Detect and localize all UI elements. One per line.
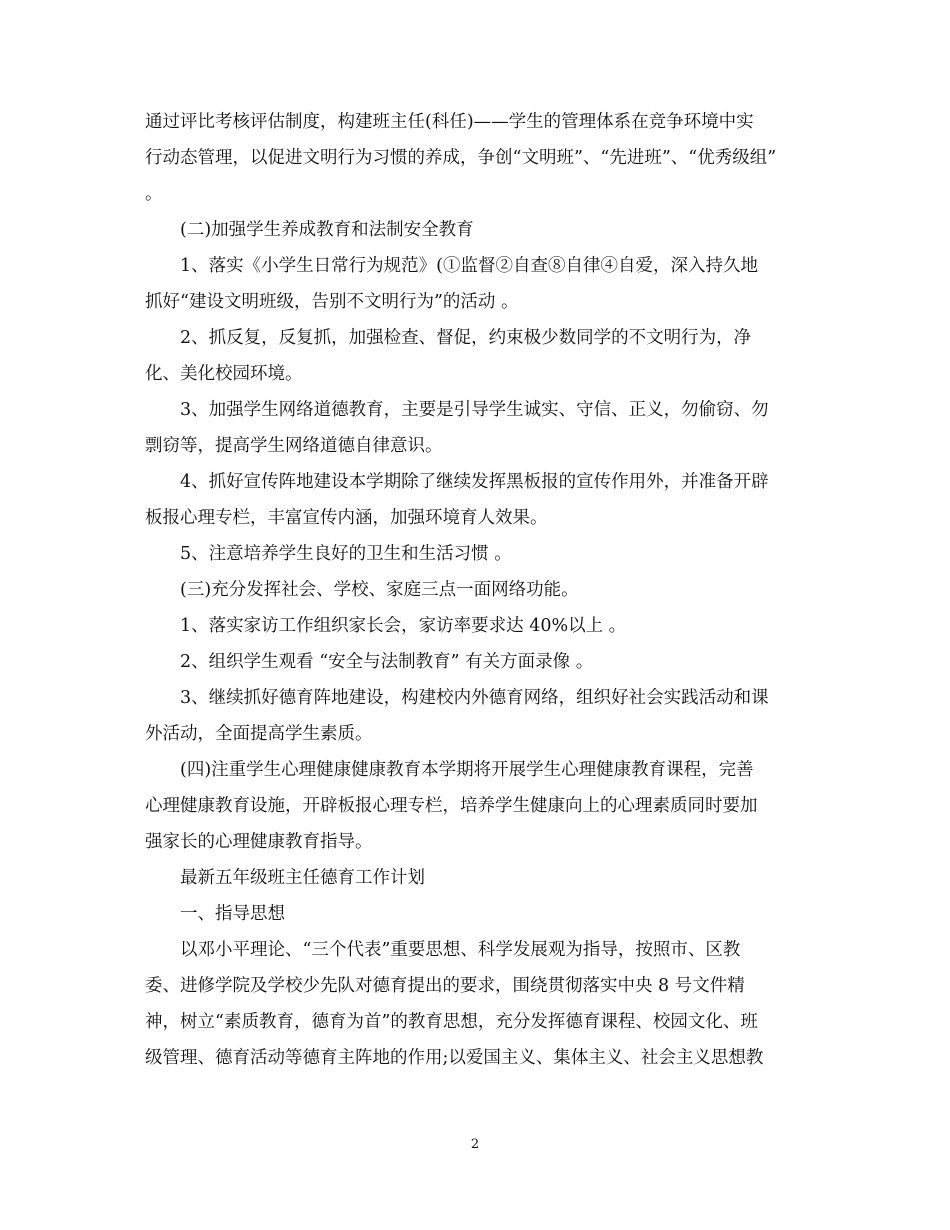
text-line: 级管理、德育活动等德育主阵地的作用;以爱国主义、集体主义、社会主义思想教 bbox=[145, 1048, 764, 1068]
text-line: 以邓小平理论、“三个代表”重要思想、科学发展观为指导，按照市、区教 bbox=[180, 940, 741, 960]
text-line: 5、注意培养学生良好的卫生和生活习惯 。 bbox=[180, 544, 512, 564]
text-line: 1、落实家访工作组织家长会，家访率要求达 40%以上 。 bbox=[180, 616, 627, 636]
text-line: 化、美化校园环境。 bbox=[145, 364, 303, 384]
text-line: 最新五年级班主任德育工作计划 bbox=[180, 868, 425, 888]
text-line: 板报心理专栏，丰富宣传内涵，加强环境育人效果。 bbox=[145, 508, 548, 528]
page-number: 2 bbox=[470, 1137, 480, 1152]
text-line: 3、继续抓好德育阵地建设，构建校内外德育网络，组织好社会实践活动和课 bbox=[180, 688, 769, 708]
text-line: 心理健康教育设施，开辟板报心理专栏，培养学生健康向上的心理素质同时要加 bbox=[145, 796, 758, 816]
text-line: (四)注重学生心理健康健康教育本学期将开展学生心理健康教育课程，完善 bbox=[180, 760, 754, 780]
text-line: 3、加强学生网络道德教育，主要是引导学生诚实、守信、正义，勿偷窃、勿 bbox=[180, 400, 769, 420]
text-line: 1、落实《小学生日常行为规范》(①监督②自查⑧自律④自爱，深入持久地 bbox=[180, 256, 758, 276]
text-line: 剽窃等，提高学生网络道德自律意识。 bbox=[145, 436, 443, 456]
text-line: 委、进修学院及学校少先队对德育提出的要求，围绕贯彻落实中央 8 号文件精 bbox=[145, 976, 745, 996]
text-line: 4、抓好宣传阵地建设本学期除了继续发挥黑板报的宣传作用外，并准备开辟 bbox=[180, 472, 769, 492]
text-line: (三)充分发挥社会、学校、家庭三点一面网络功能。 bbox=[180, 580, 579, 600]
text-line: 。 bbox=[145, 184, 163, 204]
text-line: 神，树立“素质教育，德育为首”的教育思想，充分发挥德育课程、校园文化、班 bbox=[145, 1012, 758, 1032]
text-line: 抓好“建设文明班级，告别不文明行为”的活动 。 bbox=[145, 292, 519, 312]
text-line: 通过评比考核评估制度，构建班主任(科任)——学生的管理体系在竞争环境中实 bbox=[145, 112, 754, 132]
text-line: 强家长的心理健康教育指导。 bbox=[145, 832, 373, 852]
text-line: 行动态管理，以促进文明行为习惯的养成，争创“文明班”、“先进班”、“优秀级组” bbox=[145, 148, 777, 168]
text-line: 2、组织学生观看 “安全与法制教育” 有关方面录像 。 bbox=[180, 652, 594, 672]
text-line: 一、指导思想 bbox=[180, 904, 285, 924]
text-line: 外活动，全面提高学生素质。 bbox=[145, 724, 373, 744]
text-line: (二)加强学生养成教育和法制安全教育 bbox=[180, 220, 474, 240]
text-line: 2、抓反复，反复抓，加强检查、督促，约束极少数同学的不文明行为，净 bbox=[180, 328, 752, 348]
